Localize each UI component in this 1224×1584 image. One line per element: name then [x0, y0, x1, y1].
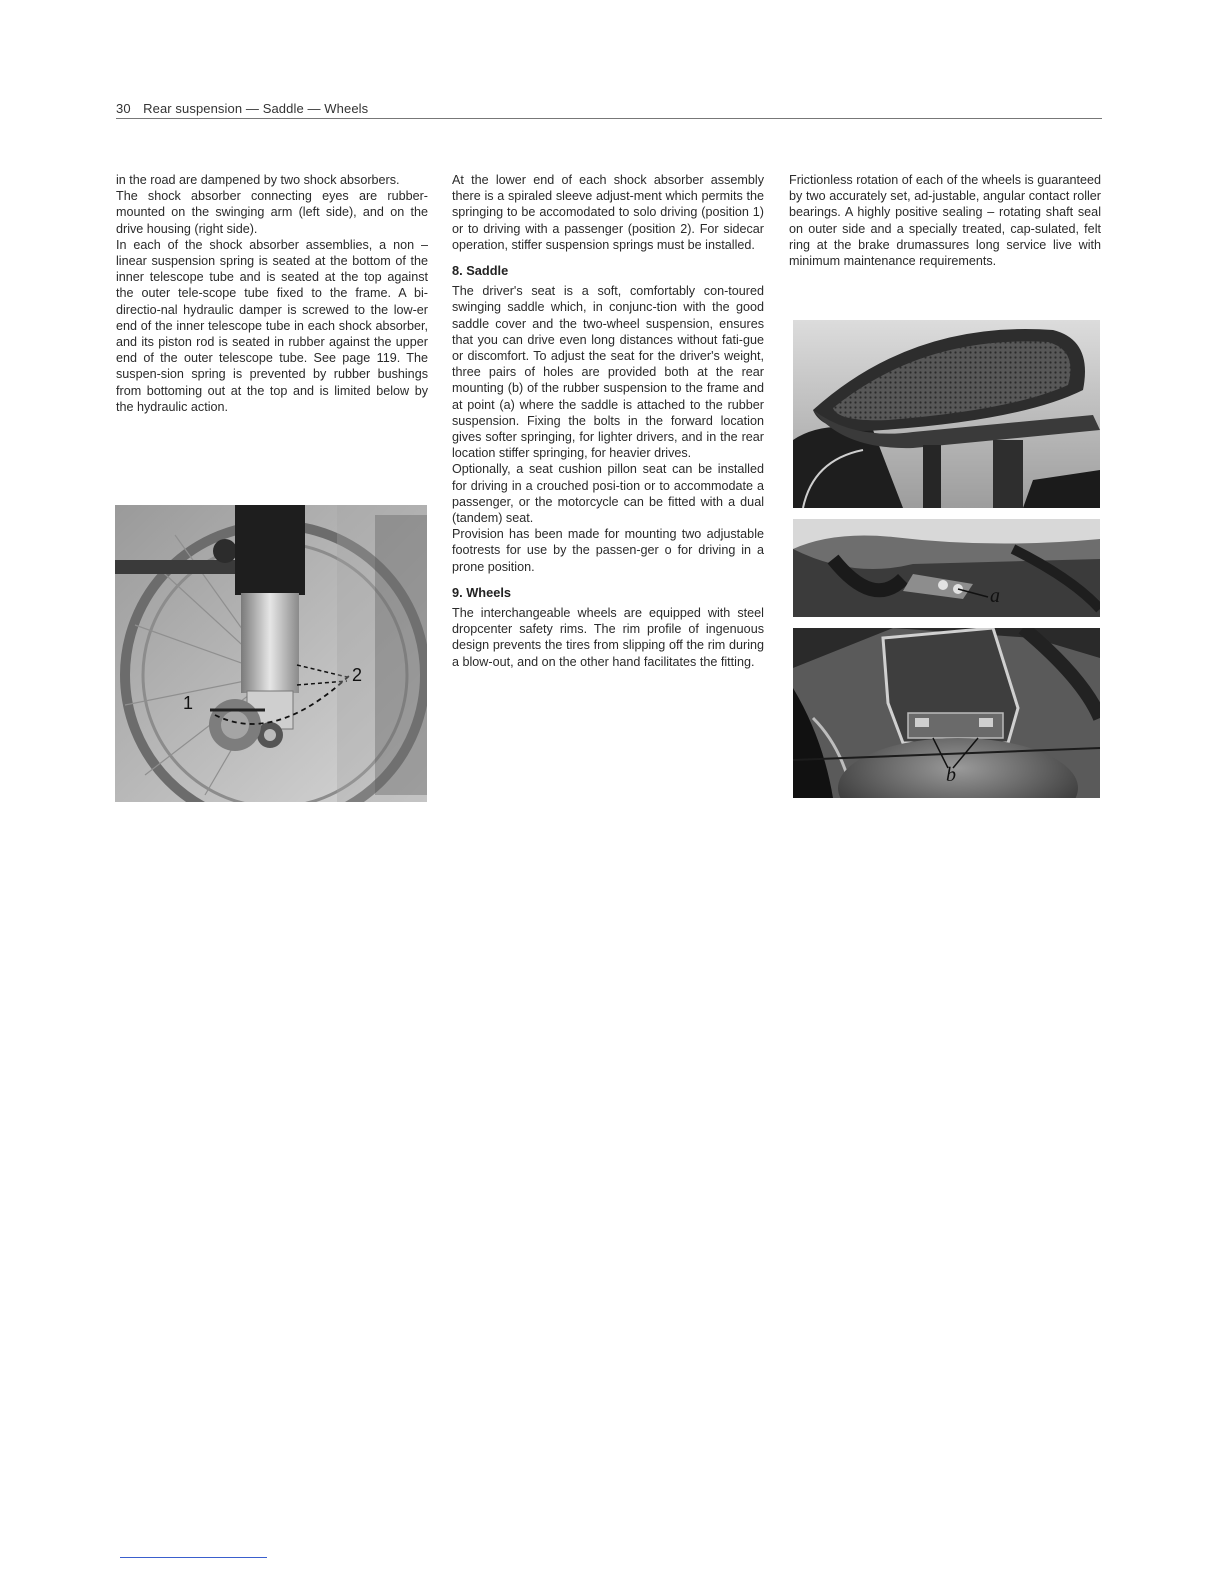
shock-absorber-photo — [115, 505, 427, 802]
saddle-photo — [793, 320, 1100, 508]
section-heading-saddle: 8. Saddle — [452, 263, 509, 279]
paragraph: The driver's seat is a soft, comfortably con-toured swinging saddle which, in conjunc-tion with the good saddle cover and the two-wheel suspension, ensures that you can drive even long distances without fati-gue or discomfort. To adjust the seat for the driver's weight, three pairs of holes are provided both at the rear mounting (b) of the rubber suspension to the frame and at point (a) where the saddle is attached to the rubber suspension. Fixing the bolts in the forward location gives softer springing, for lighter drivers, and in the rear location stiffer springing, for heavier drives. — [452, 284, 764, 461]
callout-2: 2 — [352, 665, 363, 685]
footer-rule — [120, 1557, 267, 1558]
paragraph: in the road are dampened by two shock absorbers. — [116, 173, 400, 187]
paragraph: The interchangeable wheels are equipped with steel dropcenter safety rims. The rim profile of ingenuous design prevents the tires from slipping off the rim during a blow-out, and on the other hand facilitates the fitting. — [452, 606, 764, 669]
callout-a: a — [990, 585, 1000, 607]
page-number: 30 — [116, 101, 131, 116]
text-column-1 — [116, 172, 428, 415]
callout-1: 1 — [183, 693, 194, 713]
running-header — [116, 100, 1102, 120]
callout-b: b — [946, 764, 956, 786]
paragraph: In each of the shock absorber assemblies, a non – linear suspension spring is seated at the bottom of the inner telescope tube and is seated at the top against the outer tele-scope tube fixed to the frame. A bi-directio-nal hydraulic damper is screwed to the low-er end of the inner telescope tube in each shock absorber, and its piston rod is seated in rubber against the upper end of the outer telescope tube. See page 119. The suspen-sion spring is prevented by rubber bushings from bottoming out at the top and is limited below by the hydraulic action. — [116, 237, 428, 414]
text-column-3 — [789, 172, 1101, 269]
running-title: Rear suspension — Saddle — Wheels — [143, 101, 369, 116]
paragraph: Provision has been made for mounting two adjustable footrests for use by the passen-ger o for driving in a prone position. — [452, 527, 764, 574]
paragraph: The shock absorber connecting eyes are rubber-mounted on the swinging arm (left side), and on the drive housing (right side). — [116, 189, 428, 236]
paragraph: At the lower end of each shock absorber assembly there is a spiraled sleeve adjust-ment which permits the springing to be accomodated to solo driving (position 1) or to driving with a passenger (position 2). For sidecar operation, stiffer suspension springs must be installed. — [452, 173, 764, 252]
text-column-2 — [452, 172, 764, 670]
saddle-mount-b-photo — [793, 628, 1100, 798]
section-heading-wheels: 9. Wheels — [452, 584, 512, 600]
paragraph: Optionally, a seat cushion pillon seat can be installed for driving in a crouched posi-tion or to accommodate a passenger, or the motorcycle can be fitted with a dual (tandem) seat. — [452, 462, 764, 526]
paragraph: Frictionless rotation of each of the wheels is guaranteed by two accurately set, ad-justable, angular contact roller bearings. A highly positive sealing – rotating shaft seal on outer side and a specially treated, cap-sulated, felt ring at the brake drumassures long service live with minimum maintenance requirements. — [789, 173, 1101, 269]
header-rule — [116, 118, 1102, 119]
saddle-mount-a-photo — [793, 519, 1100, 617]
